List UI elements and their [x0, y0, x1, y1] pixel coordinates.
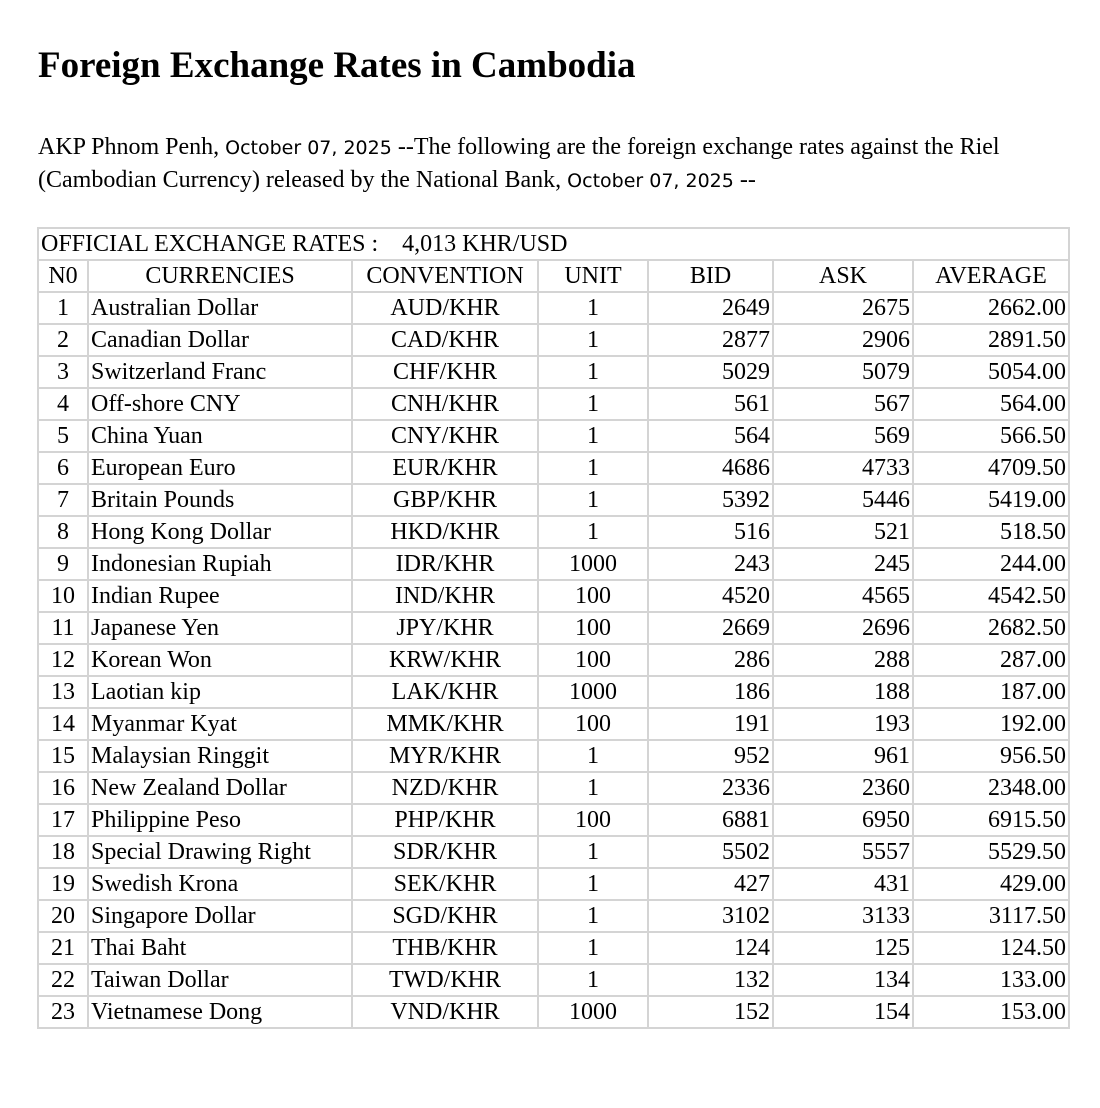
bid-rate: 286	[648, 644, 773, 676]
unit: 1000	[538, 676, 648, 708]
unit: 100	[538, 644, 648, 676]
currency-name: Off-shore CNY	[88, 388, 352, 420]
convention: CAD/KHR	[352, 324, 538, 356]
unit: 100	[538, 804, 648, 836]
convention: TWD/KHR	[352, 964, 538, 996]
unit: 100	[538, 708, 648, 740]
currency-name: Britain Pounds	[88, 484, 352, 516]
row-number: 2	[38, 324, 88, 356]
table-row	[38, 900, 1069, 932]
convention: THB/KHR	[352, 932, 538, 964]
header-number: N0	[38, 260, 88, 292]
ask-rate: 4733	[773, 452, 913, 484]
convention: LAK/KHR	[352, 676, 538, 708]
ask-rate: 188	[773, 676, 913, 708]
ask-rate: 2696	[773, 612, 913, 644]
convention: MYR/KHR	[352, 740, 538, 772]
row-number: 12	[38, 644, 88, 676]
table-row	[38, 484, 1069, 516]
table-row	[38, 580, 1069, 612]
bid-rate: 6881	[648, 804, 773, 836]
row-number: 23	[38, 996, 88, 1028]
table-row	[38, 804, 1069, 836]
bid-rate: 4520	[648, 580, 773, 612]
convention: GBP/KHR	[352, 484, 538, 516]
row-number: 14	[38, 708, 88, 740]
row-number: 9	[38, 548, 88, 580]
ask-rate: 567	[773, 388, 913, 420]
row-number: 17	[38, 804, 88, 836]
row-number: 1	[38, 292, 88, 324]
unit: 1	[538, 356, 648, 388]
bid-rate: 132	[648, 964, 773, 996]
ask-rate: 4565	[773, 580, 913, 612]
average-rate: 287.00	[913, 644, 1069, 676]
ask-rate: 193	[773, 708, 913, 740]
row-number: 4	[38, 388, 88, 420]
average-rate: 192.00	[913, 708, 1069, 740]
table-row	[38, 996, 1069, 1028]
table-row	[38, 644, 1069, 676]
currency-name: Swedish Krona	[88, 868, 352, 900]
convention: KRW/KHR	[352, 644, 538, 676]
currency-name: Malaysian Ringgit	[88, 740, 352, 772]
convention: SDR/KHR	[352, 836, 538, 868]
currency-name: Taiwan Dollar	[88, 964, 352, 996]
average-rate: 5419.00	[913, 484, 1069, 516]
row-number: 5	[38, 420, 88, 452]
table-row	[38, 932, 1069, 964]
exchange-rate-table	[37, 227, 1070, 1029]
row-number: 6	[38, 452, 88, 484]
currency-name: Myanmar Kyat	[88, 708, 352, 740]
convention: VND/KHR	[352, 996, 538, 1028]
convention: JPY/KHR	[352, 612, 538, 644]
currency-name: Hong Kong Dollar	[88, 516, 352, 548]
header-bid: BID	[648, 260, 773, 292]
bid-rate: 2336	[648, 772, 773, 804]
convention: IDR/KHR	[352, 548, 538, 580]
ask-rate: 2906	[773, 324, 913, 356]
row-number: 11	[38, 612, 88, 644]
average-rate: 187.00	[913, 676, 1069, 708]
page-title: Foreign Exchange Rates in Cambodia	[38, 45, 636, 86]
ask-rate: 521	[773, 516, 913, 548]
bid-rate: 2877	[648, 324, 773, 356]
table-row	[38, 420, 1069, 452]
unit: 1	[538, 388, 648, 420]
unit: 1000	[538, 996, 648, 1028]
intro-text-tail: --	[733, 167, 756, 193]
convention: CNH/KHR	[352, 388, 538, 420]
ask-rate: 125	[773, 932, 913, 964]
ask-rate: 5079	[773, 356, 913, 388]
intro-text-body: --The following are the foreign exchange rates against the Riel (Cambodian Currency) released by the National Bank,	[38, 134, 1000, 193]
average-rate: 956.50	[913, 740, 1069, 772]
table-row	[38, 836, 1069, 868]
currency-name: European Euro	[88, 452, 352, 484]
ask-rate: 245	[773, 548, 913, 580]
convention: IND/KHR	[352, 580, 538, 612]
unit: 1	[538, 516, 648, 548]
convention: AUD/KHR	[352, 292, 538, 324]
ask-rate: 154	[773, 996, 913, 1028]
header-currencies: CURRENCIES	[88, 260, 352, 292]
convention: NZD/KHR	[352, 772, 538, 804]
bid-rate: 427	[648, 868, 773, 900]
bid-rate: 561	[648, 388, 773, 420]
bid-rate: 5502	[648, 836, 773, 868]
ask-rate: 134	[773, 964, 913, 996]
ask-rate: 3133	[773, 900, 913, 932]
unit: 1	[538, 868, 648, 900]
average-rate: 2662.00	[913, 292, 1069, 324]
table-row	[38, 356, 1069, 388]
ask-rate: 288	[773, 644, 913, 676]
bid-rate: 3102	[648, 900, 773, 932]
ask-rate: 2675	[773, 292, 913, 324]
average-rate: 5529.50	[913, 836, 1069, 868]
average-rate: 133.00	[913, 964, 1069, 996]
currency-name: Philippine Peso	[88, 804, 352, 836]
bid-rate: 4686	[648, 452, 773, 484]
average-rate: 3117.50	[913, 900, 1069, 932]
currency-name: Indian Rupee	[88, 580, 352, 612]
table-row	[38, 388, 1069, 420]
table-row	[38, 740, 1069, 772]
table-row	[38, 548, 1069, 580]
currency-name: Special Drawing Right	[88, 836, 352, 868]
bid-rate: 124	[648, 932, 773, 964]
header-ask: ASK	[773, 260, 913, 292]
official-rate-label: OFFICIAL EXCHANGE RATES : 4,013 KHR/USD	[38, 228, 1069, 260]
average-rate: 244.00	[913, 548, 1069, 580]
convention: SGD/KHR	[352, 900, 538, 932]
average-rate: 2891.50	[913, 324, 1069, 356]
row-number: 16	[38, 772, 88, 804]
row-number: 15	[38, 740, 88, 772]
row-number: 20	[38, 900, 88, 932]
average-rate: 564.00	[913, 388, 1069, 420]
currency-name: Canadian Dollar	[88, 324, 352, 356]
header-convention: CONVENTION	[352, 260, 538, 292]
currency-name: Laotian kip	[88, 676, 352, 708]
average-rate: 518.50	[913, 516, 1069, 548]
row-number: 13	[38, 676, 88, 708]
currency-name: Singapore Dollar	[88, 900, 352, 932]
header-unit: UNIT	[538, 260, 648, 292]
table-row	[38, 292, 1069, 324]
intro-paragraph	[38, 131, 1068, 197]
bid-rate: 516	[648, 516, 773, 548]
currency-name: Switzerland Franc	[88, 356, 352, 388]
currency-name: Vietnamese Dong	[88, 996, 352, 1028]
convention: PHP/KHR	[352, 804, 538, 836]
unit: 1	[538, 836, 648, 868]
table-row	[38, 708, 1069, 740]
currency-name: Indonesian Rupiah	[88, 548, 352, 580]
intro-date-second: October 07, 2025	[567, 170, 734, 192]
ask-rate: 569	[773, 420, 913, 452]
average-rate: 566.50	[913, 420, 1069, 452]
convention: MMK/KHR	[352, 708, 538, 740]
bid-rate: 2669	[648, 612, 773, 644]
table-row	[38, 452, 1069, 484]
convention: CHF/KHR	[352, 356, 538, 388]
convention: EUR/KHR	[352, 452, 538, 484]
bid-rate: 186	[648, 676, 773, 708]
average-rate: 6915.50	[913, 804, 1069, 836]
rate-rows	[38, 292, 1069, 1028]
unit: 1	[538, 420, 648, 452]
table-row	[38, 612, 1069, 644]
header-average: AVERAGE	[913, 260, 1069, 292]
unit: 100	[538, 580, 648, 612]
ask-rate: 431	[773, 868, 913, 900]
currency-name: New Zealand Dollar	[88, 772, 352, 804]
row-number: 19	[38, 868, 88, 900]
table-row	[38, 868, 1069, 900]
bid-rate: 152	[648, 996, 773, 1028]
row-number: 8	[38, 516, 88, 548]
average-rate: 4542.50	[913, 580, 1069, 612]
unit: 1	[538, 900, 648, 932]
row-number: 21	[38, 932, 88, 964]
table-row	[38, 676, 1069, 708]
unit: 100	[538, 612, 648, 644]
currency-name: Korean Won	[88, 644, 352, 676]
unit: 1	[538, 484, 648, 516]
currency-name: Thai Baht	[88, 932, 352, 964]
bid-rate: 5029	[648, 356, 773, 388]
convention: SEK/KHR	[352, 868, 538, 900]
unit: 1	[538, 452, 648, 484]
table-header-row	[38, 260, 1069, 292]
convention: CNY/KHR	[352, 420, 538, 452]
average-rate: 153.00	[913, 996, 1069, 1028]
unit: 1000	[538, 548, 648, 580]
currency-name: Japanese Yen	[88, 612, 352, 644]
bid-rate: 191	[648, 708, 773, 740]
unit: 1	[538, 324, 648, 356]
bid-rate: 5392	[648, 484, 773, 516]
bid-rate: 952	[648, 740, 773, 772]
ask-rate: 961	[773, 740, 913, 772]
bid-rate: 2649	[648, 292, 773, 324]
average-rate: 2348.00	[913, 772, 1069, 804]
unit: 1	[538, 964, 648, 996]
currency-name: China Yuan	[88, 420, 352, 452]
intro-text-lead: AKP Phnom Penh,	[38, 134, 226, 160]
ask-rate: 5446	[773, 484, 913, 516]
average-rate: 429.00	[913, 868, 1069, 900]
unit: 1	[538, 772, 648, 804]
intro-date-first: October 07, 2025	[225, 137, 392, 159]
bid-rate: 564	[648, 420, 773, 452]
ask-rate: 2360	[773, 772, 913, 804]
official-rate-row	[38, 228, 1069, 260]
average-rate: 4709.50	[913, 452, 1069, 484]
average-rate: 2682.50	[913, 612, 1069, 644]
average-rate: 5054.00	[913, 356, 1069, 388]
table-row	[38, 516, 1069, 548]
convention: HKD/KHR	[352, 516, 538, 548]
row-number: 22	[38, 964, 88, 996]
row-number: 10	[38, 580, 88, 612]
ask-rate: 5557	[773, 836, 913, 868]
table-row	[38, 324, 1069, 356]
row-number: 18	[38, 836, 88, 868]
average-rate: 124.50	[913, 932, 1069, 964]
unit: 1	[538, 292, 648, 324]
row-number: 3	[38, 356, 88, 388]
ask-rate: 6950	[773, 804, 913, 836]
table-row	[38, 964, 1069, 996]
unit: 1	[538, 740, 648, 772]
bid-rate: 243	[648, 548, 773, 580]
currency-name: Australian Dollar	[88, 292, 352, 324]
table-row	[38, 772, 1069, 804]
unit: 1	[538, 932, 648, 964]
row-number: 7	[38, 484, 88, 516]
